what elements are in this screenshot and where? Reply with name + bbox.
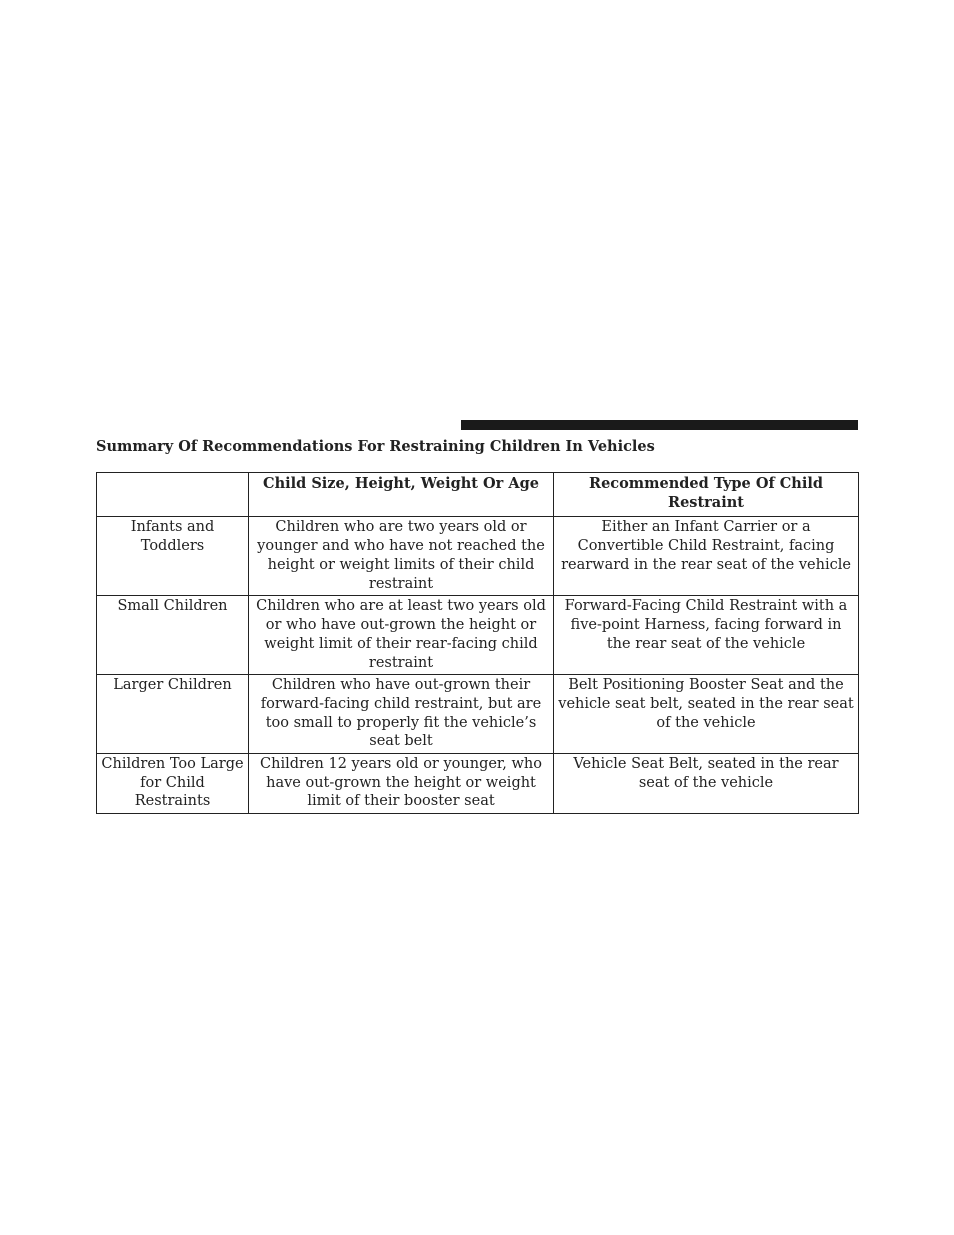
- table-row: [97, 754, 859, 814]
- cell-category: Infants and Toddlers: [97, 517, 249, 596]
- column-header-size: Child Size, Height, Weight Or Age: [249, 473, 554, 517]
- section-header-bar: [461, 420, 858, 430]
- section-title: Summary Of Recommendations For Restraining Children In Vehicles: [96, 438, 655, 455]
- table-header-row: [97, 473, 859, 517]
- cell-size: Children 12 years old or younger, who have out-grown the height or weight limit of their booster seat: [249, 754, 554, 814]
- table-row: [97, 675, 859, 754]
- cell-category: Larger Children: [97, 675, 249, 754]
- cell-restraint: Belt Positioning Booster Seat and the vehicle seat belt, seated in the rear seat of the vehicle: [554, 675, 859, 754]
- cell-restraint: Vehicle Seat Belt, seated in the rear seat of the vehicle: [554, 754, 859, 814]
- cell-size: Children who are two years old or younger and who have not reached the height or weight limits of their child restraint: [249, 517, 554, 596]
- cell-restraint: Either an Infant Carrier or a Convertible Child Restraint, facing rearward in the rear seat of the vehicle: [554, 517, 859, 596]
- cell-category: Small Children: [97, 596, 249, 675]
- cell-category: Children Too Large for Child Restraints: [97, 754, 249, 814]
- child-restraint-summary-table: [96, 472, 859, 814]
- cell-size: Children who have out-grown their forward-facing child restraint, but are too small to properly fit the vehicle’s seat belt: [249, 675, 554, 754]
- table-row: [97, 596, 859, 675]
- table-row: [97, 517, 859, 596]
- column-header-category: [97, 473, 249, 517]
- column-header-restraint: Recommended Type Of Child Restraint: [554, 473, 859, 517]
- cell-restraint: Forward-Facing Child Restraint with a five-point Harness, facing forward in the rear seat of the vehicle: [554, 596, 859, 675]
- cell-size: Children who are at least two years old or who have out-grown the height or weight limit of their rear-facing child restraint: [249, 596, 554, 675]
